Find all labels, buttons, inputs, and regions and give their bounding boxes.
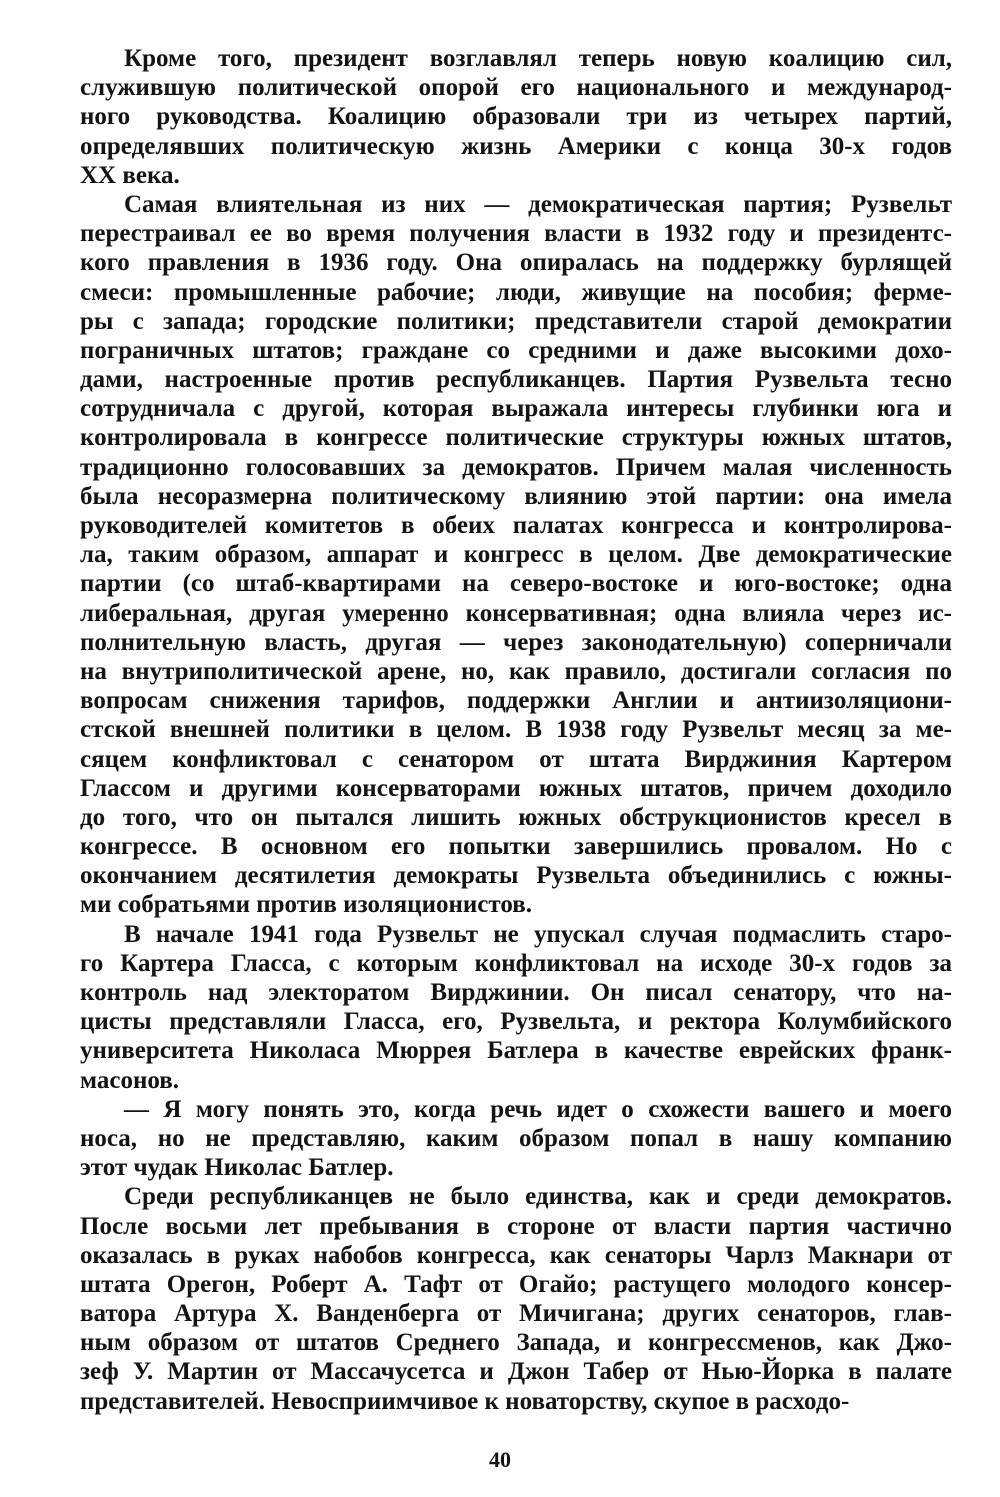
text-line: ного руководства. Коалицию образовали три из четырех партий,: [80, 103, 952, 131]
text-line: ми собратьями против изоляционистов.: [80, 891, 532, 919]
text-line: ватора Артура Х. Ванденберга от Мичигана; других сенаторов, глав-: [80, 1300, 952, 1328]
text-line: цисты представляли Гласса, его, Рузвельта, и ректора Колумбийского: [80, 1008, 952, 1036]
text-line: руководителей комитетов в обеих палатах конгресса и контролирова-: [80, 512, 952, 539]
text-line: сотрудничала с другой, которая выражала интересы глубинки юга и: [80, 395, 952, 423]
text-line: Кроме того, президент возглавлял теперь новую коалицию сил,: [124, 45, 952, 72]
paragraph: [80, 920, 952, 1095]
text-line: университета Николаса Мюррея Батлера в качестве еврейских франк-: [80, 1037, 952, 1065]
text-line: стской внешней политики в целом. В 1938 году Рузвельт месяц за ме-: [80, 716, 952, 744]
text-line: конгрессе. В основном его попытки завершились провалом. Но с: [80, 833, 952, 861]
text-line: В начале 1941 года Рузвельт не упускал случая подмаслить старо-: [124, 920, 952, 948]
paragraph: [80, 44, 952, 190]
text-line: либеральная, другая умеренно консервативная; одна влияла через ис-: [80, 599, 952, 627]
text-line: перестраивал ее во время получения власти в 1932 году и президентс-: [80, 220, 952, 248]
text-line: на внутриполитической арене, но, как правило, достигали согласия по: [80, 657, 952, 685]
text-line: контролировала в конгрессе политические структуры южных штатов,: [80, 424, 952, 452]
text-line: вопросам снижения тарифов, поддержки Англии и антиизоляциони-: [80, 687, 952, 715]
text-line: пограничных штатов; граждане со средними и даже высокими дохо-: [80, 336, 952, 364]
text-line: кого правления в 1936 году. Она опиралась на поддержку бурлящей: [80, 249, 952, 277]
text-line: носа, но не представляю, каким образом попал в нашу компанию: [80, 1124, 952, 1152]
text-line: ным образом от штатов Среднего Запада, и конгрессменов, как Джо-: [80, 1329, 952, 1357]
paragraph: [80, 1095, 952, 1183]
text-line: традиционно голосовавших за демократов. Причем малая численность: [80, 453, 952, 481]
text-line: полнительную власть, другая — через законодательную) соперничали: [80, 628, 952, 656]
text-line: сяцем конфликтовал с сенатором от штата Вирджиния Картером: [80, 745, 952, 773]
text-line: представителей. Невосприимчивое к новаторству, скупое в расходо-: [80, 1387, 850, 1415]
page-number: 40: [489, 1447, 511, 1472]
text-line: Глассом и другими консерваторами южных штатов, причем доходило: [80, 774, 952, 802]
body-text: [80, 44, 952, 1416]
text-line: до того, что он пытался лишить южных обструкционистов кресел в: [80, 803, 952, 831]
text-line: контроль над электоратом Вирджинии. Он писал сенатору, что на-: [80, 979, 952, 1006]
text-line: была несоразмерна политическому влиянию этой партии: она имела: [80, 482, 952, 510]
text-line: го Картера Гласса, с которым конфликтовал на исходе 30-х годов за: [80, 949, 952, 977]
text-line: зеф У. Мартин от Массачусетса и Джон Табер от Нью-Йорка в палате: [80, 1358, 952, 1386]
text-line: этот чудак Николас Батлер.: [80, 1154, 394, 1182]
text-line: ры с запада; городские политики; представители старой демократии: [80, 307, 952, 335]
text-line: смеси: промышленные рабочие; люди, живущие на пособия; ферме-: [80, 278, 952, 306]
text-line: Среди республиканцев не было единства, как и среди демократов.: [124, 1183, 952, 1211]
text-line: дами, настроенные против республиканцев. Партия Рузвельта тесно: [80, 366, 952, 394]
text-line: определявших политическую жизнь Америки с конца 30-х годов: [80, 132, 952, 160]
text-line: окончанием десятилетия демократы Рузвельта объединились с южны-: [80, 862, 952, 890]
text-line: После восьми лет пребывания в стороне от власти партия частично: [80, 1212, 952, 1240]
text-line: ла, таким образом, аппарат и конгресс в целом. Две демократические: [80, 541, 952, 569]
text-line: штата Орегон, Роберт А. Тафт от Огайо; растущего молодого консер-: [80, 1270, 952, 1298]
paragraph: [80, 1182, 952, 1416]
text-line: Самая влиятельная из них — демократическая партия; Рузвельт: [124, 190, 952, 218]
text-line: масонов.: [80, 1066, 179, 1094]
text-line: партии (со штаб-квартирами на северо-востоке и юго-востоке; одна: [80, 570, 952, 598]
text-line: — Я могу понять это, когда речь идет о схожести вашего и моего: [124, 1095, 952, 1123]
text-line: XX века.: [80, 161, 180, 189]
text-line: служившую политической опорой его национального и международ-: [80, 74, 952, 102]
paragraph: [80, 190, 952, 920]
text-line: оказалась в руках набобов конгресса, как сенаторы Чарлз Макнари от: [80, 1241, 952, 1269]
